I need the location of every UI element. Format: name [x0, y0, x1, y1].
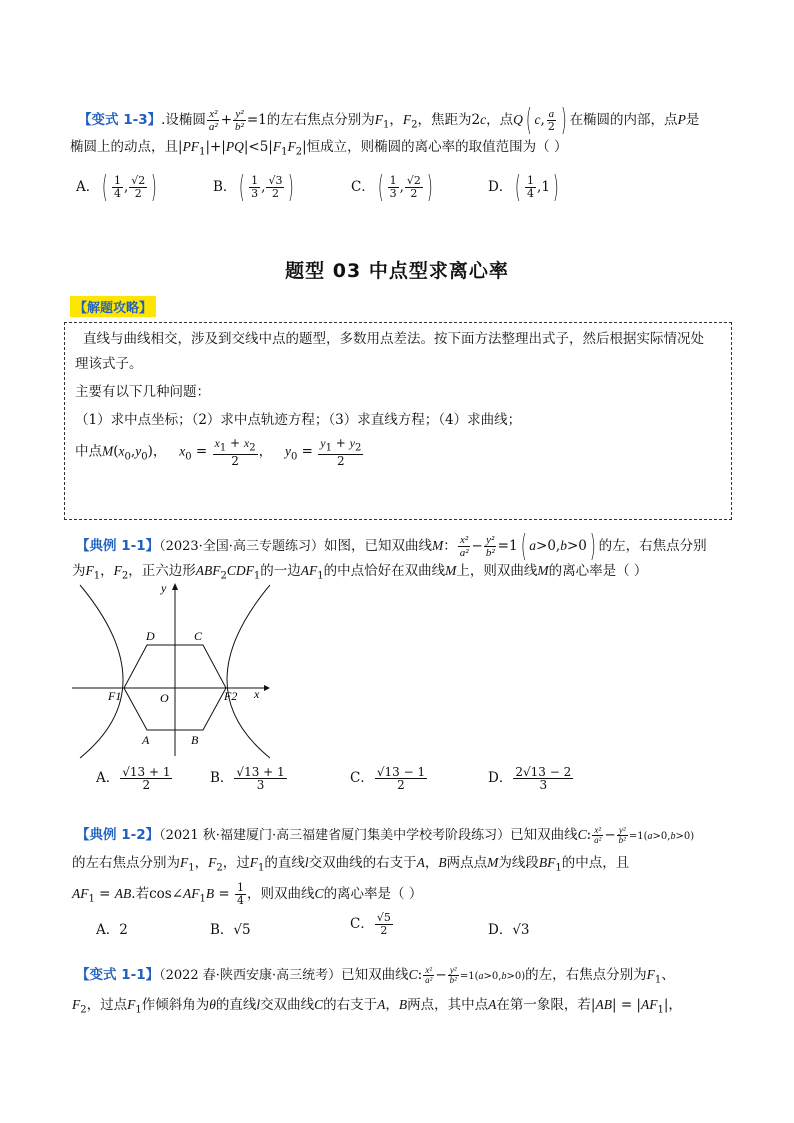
q13-option-a: A．( $\frac{1}{4}$ , $\frac{√2}{2}$ )	[76, 170, 158, 205]
q11-tag: 【变式 1-1】	[76, 967, 160, 983]
q11-line1: 【变式 1-1】（2022 春·陕西安康·高三统考）已知双曲线C: $\frac{\text{x²}}{\text{a²}}$ − $\frac{\text{y²}}{\text{b²}}$ =1(a>0,b>0)的左，右焦点分别为$F_1$、	[76, 965, 675, 986]
label-c: C	[194, 629, 203, 643]
ex11-option-b: B． $\frac{√13 + 1}{3}$	[210, 765, 285, 792]
label-x: x	[254, 687, 260, 701]
q13-option-b: B．( $\frac{1}{3}$ , $\frac{√3}{2}$ )	[213, 170, 295, 205]
ex12-option-a: A．2	[96, 922, 128, 938]
strategy-line4: （1）求中点坐标；（2）求中点轨迹方程；（3）求直线方程；（4）求曲线；	[75, 412, 522, 428]
section-title: 题型 03 中点型求离心率	[285, 260, 509, 282]
label-f1: F1	[108, 689, 122, 703]
ex12-tag: 【典例 1-2】	[76, 827, 160, 843]
y-axis-arrow	[172, 583, 178, 590]
hyperbola-left-branch	[80, 585, 123, 758]
ex12-option-d: D．√3	[488, 922, 530, 938]
ex12-line3: $AF_1$ = AB.若$\cos\angle AF_1B$ = $\frac{1}{4}$ ，则双曲线C的离心率是（ ）	[72, 881, 423, 907]
ex11-option-a: A． $\frac{√13 + 1}{2}$	[96, 765, 171, 792]
label-f2: F2	[224, 689, 238, 703]
ex12-line2: 的左右焦点分别为$F_1$，$F_2$，过$F_1$的直线l交双曲线的右支于A，B两点点M为线段$BF_1$的中点，且	[72, 855, 630, 874]
strategy-line5: 中点$M(x_0,y_0)$， $x_0$ = $\frac{x_1 + x_2}{2}$ ， $y_0$ = $\frac{y_1 + y_2}{2}$	[75, 436, 362, 469]
q13-option-d: D．( $\frac{1}{4}$ ,1)	[488, 170, 559, 205]
strategy-line3: 主要有以下几种问题：	[75, 384, 210, 400]
q13-line1: 【变式 1-3】.设椭圆 $\frac{\text{x²}}{\text{a²}}$ + $\frac{\text{y²}}{\text{b²}}$ =1的左右焦点分别为$F_1$，$F_2$，焦距为2c，点Q( c, $\frac{a}{2}$ ) 在椭圆的内部，点P是	[78, 102, 700, 138]
label-a: A	[142, 733, 150, 747]
label-d: D	[146, 629, 155, 643]
ex11-tag: 【典例 1-1】	[76, 538, 160, 554]
strategy-label: 【解题攻略】	[70, 296, 156, 317]
q13-option-c: C．( $\frac{1}{3}$ , $\frac{√2}{2}$ )	[351, 170, 433, 205]
ex11-option-c: C． $\frac{√13 - 1}{2}$	[350, 765, 426, 792]
q11-line2: $F_2$，过点$F_1$作倾斜角为θ的直线l交双曲线C的右支于A，B两点，其中点A在第一象限，若$|AB| = |AF_1|$，	[72, 997, 682, 1016]
ex12-option-b: B．√5	[210, 922, 251, 938]
strategy-line1: 直线与曲线相交，涉及到交线中点的题型，多数用点差法。按下面方法整理出式子，然后根据实际情况处	[83, 331, 704, 347]
q13-line2: 椭圆上的动点，且$|PF_1|+|PQ|<5|F_1F_2|$恒成立，则椭圆的离心率的取值范围为（ ）	[70, 139, 568, 158]
ex11-option-d: D． $\frac{2√13 - 2}{3}$	[488, 765, 572, 792]
hyperbola-right-branch	[227, 585, 270, 758]
label-b: B	[191, 733, 199, 747]
x-axis-arrow	[264, 685, 270, 691]
ex11-line1: 【典例 1-1】（2023·全国·高三专题练习）如图，已知双曲线M： $\frac{\text{x²}}{\text{a²}}$ − $\frac{\text{y²}}{\text{b²}}$ =1( a>0,b>0) 的左，右焦点分别	[76, 528, 707, 564]
strategy-box	[64, 322, 732, 520]
hexagon-hyperbola-figure	[70, 580, 270, 760]
q13-tag: 【变式 1-3】	[78, 112, 162, 128]
strategy-line2: 理该式子。	[75, 356, 143, 372]
ex12-option-c: C． $\frac{√5}{2}$	[350, 911, 391, 937]
ex12-line1: 【典例 1-2】（2021 秋·福建厦门·高三福建省厦门集美中学校考阶段练习）已知双曲线C: $\frac{\text{x²}}{\text{a²}}$ − $\frac{\text{y²}}{\text{b²}}$ =1(a>0,b>0)	[76, 825, 695, 845]
ex11-line2: 为$F_1$，$F_2$，正六边形$ABF_2CDF_1$的一边$AF_1$的中点恰好在双曲线M上，则双曲线M的离心率是（ ）	[72, 563, 648, 582]
label-y: y	[161, 581, 167, 595]
label-o: O	[160, 691, 169, 705]
